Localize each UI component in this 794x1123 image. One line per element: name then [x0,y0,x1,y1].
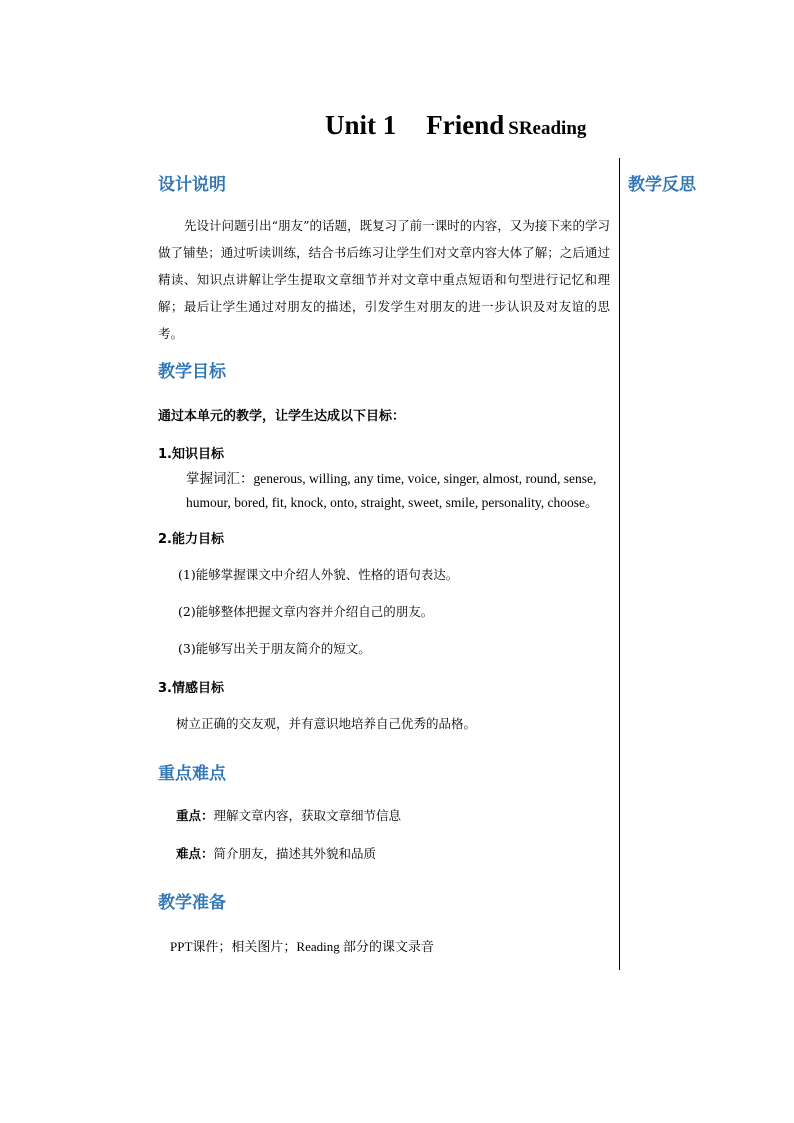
knowledge-line-2: humour, bored, fit, knock, onto, straight, sweet, smile, personality, choose。 [186,495,599,510]
objectives-heading: 教学目标 [158,362,226,382]
column-divider [619,158,620,970]
ability-title: 2.能力目标 [158,532,224,547]
emotion-text: 树立正确的交友观，并有意识地培养自己优秀的品格。 [176,716,477,731]
design-heading: 设计说明 [158,175,226,195]
key-point [176,806,401,824]
ability-item-2: (2)能够整体把握文章内容并介绍自己的朋友。 [178,604,434,619]
key-text: 理解文章内容，获取文章细节信息 [213,808,402,823]
difficult-text: 简介朋友，描述其外貌和品质 [213,846,377,861]
difficult-point [176,844,376,862]
knowledge-line-1: 掌握词汇：generous, willing, any time, voice, singer, almost, round, sense, [186,471,597,486]
title-friend: Friend [426,110,505,140]
title-unit: Unit 1 [325,110,397,140]
preparation-text: PPT课件；相关图片；Reading 部分的课文录音 [170,939,434,954]
keypoints-heading: 重点难点 [158,764,226,784]
ability-item-1: (1)能够掌握课文中介绍人外貌、性格的语句表达。 [178,567,459,582]
knowledge-title: 1.知识目标 [158,447,224,462]
reflection-heading: 教学反思 [628,175,696,195]
emotion-title: 3.情感目标 [158,681,224,696]
page-title [325,110,586,141]
preparation-heading: 教学准备 [158,893,226,913]
difficult-label: 难点： [176,846,214,861]
design-paragraph: 先设计问题引出“朋友”的话题，既复习了前一课时的内容，又为接下来的学习做了铺垫；通过听读训练，结合书后练习让学生们对文章内容大体了解；之后通过精读、知识点讲解让学生提取文章细节并对文章中重点短语和句型进行记忆和理解；最后让学生通过对朋友的描述，引发学生对朋友的进一步认识及对友谊的思考。 [158,218,610,341]
title-reading: SReading [508,118,587,139]
ability-item-3: (3)能够写出关于朋友简介的短文。 [178,641,371,656]
objectives-intro: 通过本单元的教学，让学生达成以下目标： [158,409,406,424]
key-label: 重点： [176,808,214,823]
